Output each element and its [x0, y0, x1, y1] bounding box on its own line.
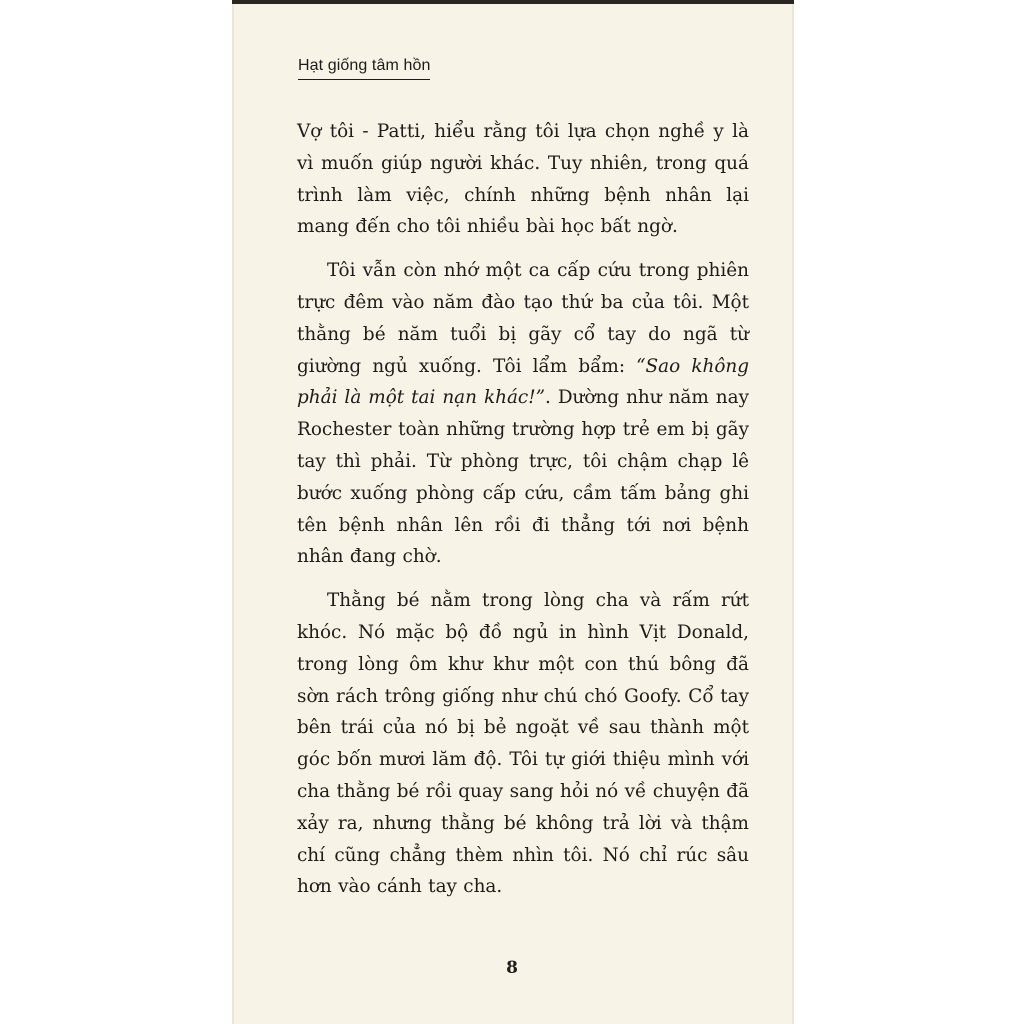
paragraph-2 [297, 255, 749, 573]
paragraph-2-text-before: Tôi vẫn còn nhớ một ca cấp cứu trong phiên trực đêm vào năm đào tạo thứ ba của tôi. Một thằng bé năm tuổi bị gãy cổ tay do ngã từ giường ngủ xuống. Tôi lẩm bẩm: [297, 260, 749, 377]
paragraph-2-quote: “Sao không phải là một tai nạn khác!” [297, 355, 750, 409]
page-number: 8 [506, 958, 518, 978]
body-text [297, 116, 749, 903]
paragraph-3: Thằng bé nằm trong lòng cha và rấm rứt khóc. Nó mặc bộ đồ ngủ in hình Vịt Donald, trong lòng ôm khư khư một con thú bông đã sờn rách trông giống như chú chó Goofy. Cổ tay bên trái của nó bị bẻ ngoặt về sau thành một góc bốn mươi lăm độ. Tôi tự giới thiệu mình với cha thằng bé rồi quay sang hỏi nó về chuyện đã xảy ra, nhưng thằng bé không trả lời và thậm chí cũng chẳng thèm nhìn tôi. Nó chỉ rúc sâu hơn vào cánh tay cha. [297, 590, 749, 898]
running-head: Hạt giống tâm hồn [298, 57, 430, 80]
page-top-edge [232, 0, 794, 4]
paragraph-2-text-after: . Dường như năm nay Rochester toàn những trường hợp trẻ em bị gãy tay thì phải. Từ phòng trực, tôi chậm chạp lê bước xuống phòng cấp cứu, cầm tấm bảng ghi tên bệnh nhân lên rồi đi thẳng tới nơi bệnh nhân đang chờ. [297, 387, 749, 568]
paragraph-1: Vợ tôi - Patti, hiểu rằng tôi lựa chọn nghề y là vì muốn giúp người khác. Tuy nhiên, trong quá trình làm việc, chính những bệnh nhân lại mang đến cho tôi nhiều bài học bất ngờ. [297, 121, 749, 238]
